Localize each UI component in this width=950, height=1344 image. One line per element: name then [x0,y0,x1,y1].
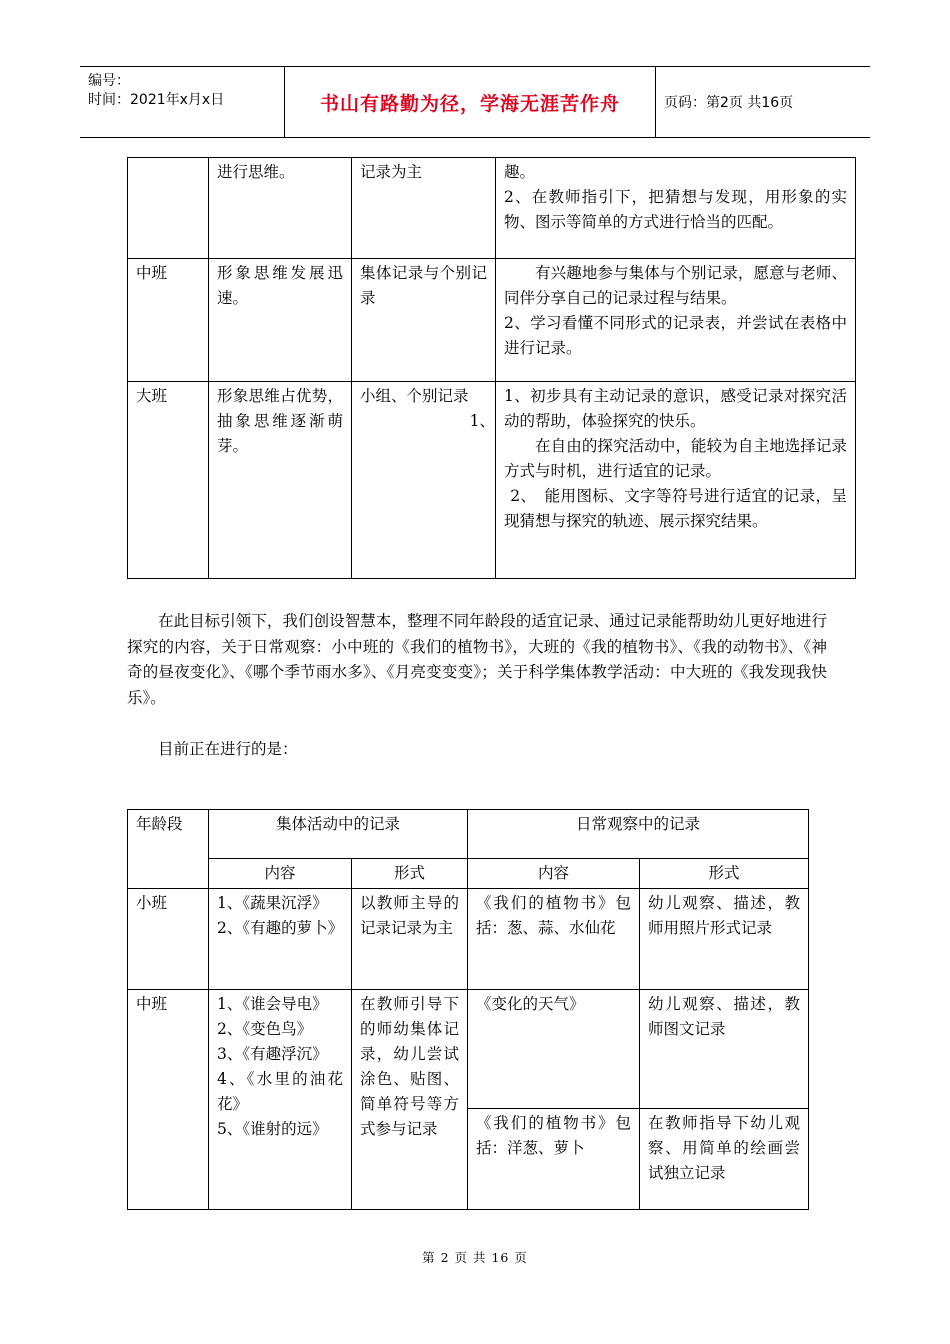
form-cell [352,382,496,579]
list-item: 2、《有趣的萝卜》 [217,919,344,937]
header-meta [88,72,283,110]
list-item: 4、《水里的油花花》 [217,1070,343,1113]
list-item: 3、《有趣浮沉》 [217,1045,328,1063]
group-form-cell: 在教师引导下的师幼集体记录，幼儿尝试涂色、贴图、简单符号等方式参与记录 [352,990,468,1210]
thinking-cell: 形象思维发展迅速。 [209,259,352,382]
goal-line: 有兴趣地参与集体与个别记录，愿意与老师、同伴分享自己的记录过程与结果。 [504,264,847,307]
table-row [128,990,809,1109]
daily-form-cell: 幼儿观察、描述，教师图文记录 [640,990,809,1109]
page-footer: 第 2 页 共 16 页 [422,1250,528,1265]
header-divider [655,67,656,137]
thinking-cell: 进行思维。 [209,158,352,259]
table-row [128,259,856,382]
intro-paragraph: 在此目标引领下，我们创设智慧本，整理不同年龄段的适宜记录、通过记录能帮助幼儿更好地进行探究的内容，关于日常观察：小中班的《我们的植物书》，大班的《我的植物书》、《我的动物书》、《神奇的昼夜变化》、《哪个季节雨水多》、《月亮变变变》；关于科学集体教学活动：中大班的《我发现我快乐》。 [127,612,827,707]
thinking-cell: 形象思维占优势，抽象思维逐渐萌芽。 [209,382,352,579]
table-subheader-row [128,859,809,889]
form-header: 形式 [640,859,809,889]
group-form-cell: 以教师主导的记录记录为主 [352,889,468,990]
header-motto: 书山有路勤为径，学海无涯苦作舟 [319,92,620,115]
age-header: 年龄段 [128,810,209,889]
number-label: 编号： [88,73,130,89]
record-table [127,809,809,1210]
form-cell: 集体记录与个别记录 [352,259,496,382]
list-item: 2、《变色鸟》 [217,1020,313,1038]
form-note: 1、 [469,412,495,430]
age-cell [128,158,209,259]
form-text: 小组、个别记录 [360,387,469,405]
form-cell: 记录为主 [352,158,496,259]
group-content-cell [209,889,352,990]
header-page-label: 页码：第2页 共16页 [664,95,794,111]
daily-content-cell: 《我们的植物书》包括：葱、蒜、水仙花 [468,889,640,990]
daily-form-cell: 幼儿观察、描述，教师用照片形式记录 [640,889,809,990]
group-header: 集体活动中的记录 [209,810,468,859]
age-cell: 中班 [128,990,209,1210]
group-content-cell [209,990,352,1210]
goal-cell [496,259,856,382]
daily-form-cell: 在教师指导下幼儿观察、用简单的绘画尝试独立记录 [640,1109,809,1210]
page-header [80,66,870,138]
table-row [128,889,809,990]
goal-line: 2、学习看懂不同形式的记录表，并尝试在表格中进行记录。 [504,314,847,357]
age-cell: 小班 [128,889,209,990]
goal-line: 1、初步具有主动记录的意识，感受记录对探究活动的帮助，体验探究的快乐。 [504,387,847,430]
goal-table [127,157,856,579]
content-header: 内容 [468,859,640,889]
goal-line: 趣。 [504,163,536,181]
list-item: 1、《蔬果沉浮》 [217,894,328,912]
goal-cell [496,382,856,579]
content-header: 内容 [209,859,352,889]
goal-line: 2、 能用图标、文字等符号进行适宜的记录，呈现猜想与探究的轨迹、展示探究结果。 [504,487,847,530]
goal-line: 2、在教师指引下，把猜想与发现，用形象的实物、图示等简单的方式进行恰当的匹配。 [504,188,847,231]
goal-line: 在自由的探究活动中，能较为自主地选择记录方式与时机，进行适宜的记录。 [504,437,847,480]
list-item: 5、《谁射的远》 [217,1120,328,1138]
age-cell: 中班 [128,259,209,382]
goal-cell [496,158,856,259]
table-row [128,382,856,579]
form-header: 形式 [352,859,468,889]
daily-content-cell: 《变化的天气》 [468,990,640,1109]
list-item: 1、《谁会导电》 [217,995,328,1013]
daily-header: 日常观察中的记录 [468,810,809,859]
table-row [128,158,856,259]
daily-content-cell: 《我们的植物书》包括：洋葱、萝卜 [468,1109,640,1210]
table-header-row [128,810,809,859]
age-cell: 大班 [128,382,209,579]
current-paragraph: 目前正在进行的是： [158,740,298,758]
time-label: 时间：2021年x月x日 [88,92,225,108]
